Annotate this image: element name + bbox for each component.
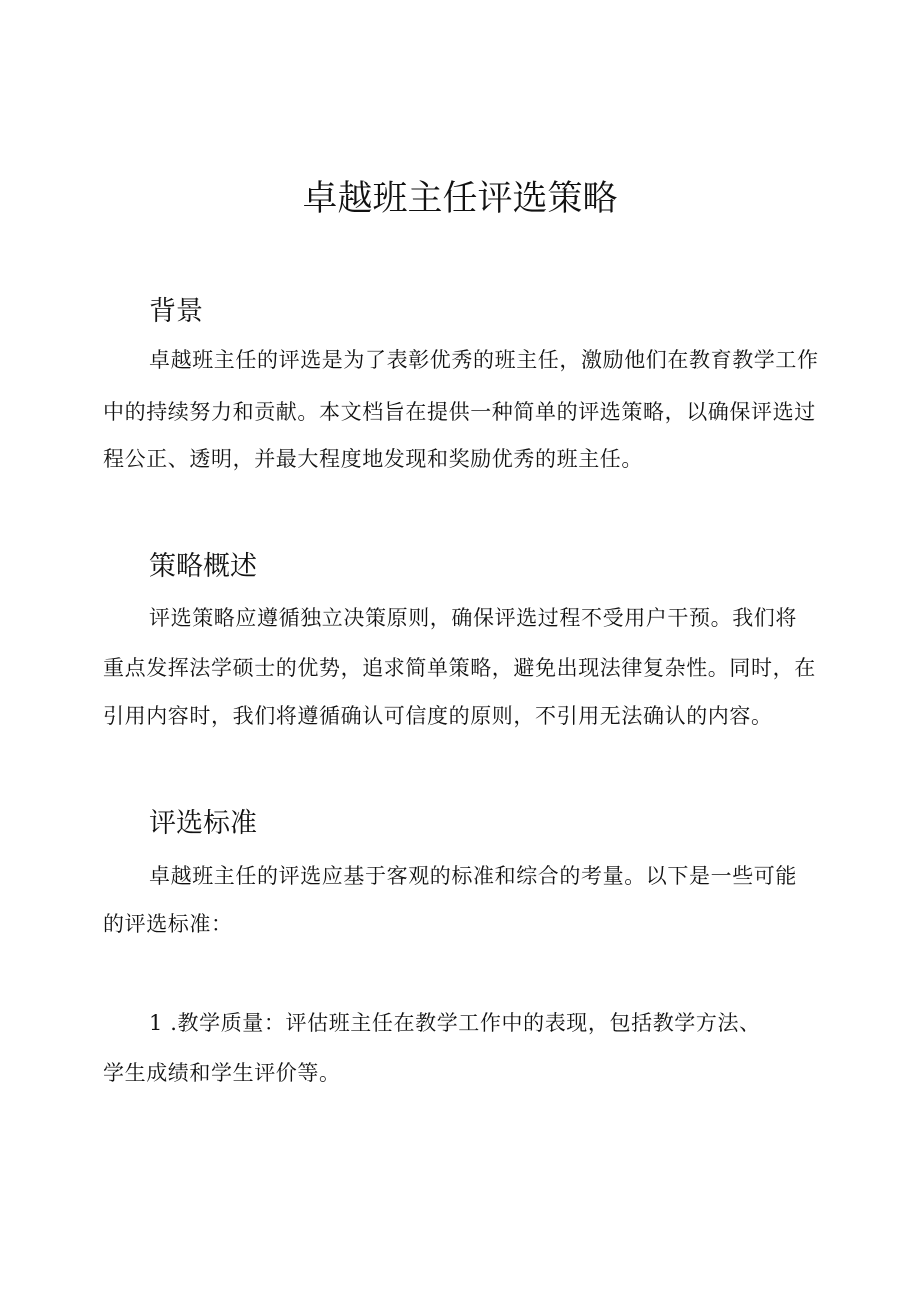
paragraph-line: 评选策略应遵循独立决策原则，确保评选过程不受用户干预。我们将 [149, 606, 797, 630]
paragraph-line: 中的持续努力和贡献。本文档旨在提供一种简单的评选策略，以确保评选过 [103, 400, 816, 424]
section-heading-criteria: 评选标准 [149, 808, 257, 839]
paragraph-line: 引用内容时，我们将遵循确认可信度的原则，不引用无法确认的内容。 [103, 704, 773, 728]
criteria-item-continuation: 学生成绩和学生评价等。 [103, 1061, 341, 1085]
paragraph-line: 重点发挥法学硕士的优势，追求简单策略，避免出现法律复杂性。同时，在 [103, 656, 816, 680]
paragraph-line: 程公正、透明，并最大程度地发现和奖励优秀的班主任。 [103, 447, 643, 471]
paragraph-line: 卓越班主任的评选是为了表彰优秀的班主任，激励他们在教育教学工作 [149, 348, 819, 372]
paragraph-line: 卓越班主任的评选应基于客观的标准和综合的考量。以下是一些可能 [149, 864, 797, 888]
criteria-item-teaching-quality: 1 .教学质量：评估班主任在教学工作中的表现，包括教学方法、 [149, 1011, 761, 1035]
section-heading-background: 背景 [149, 296, 203, 327]
section-heading-strategy-overview: 策略概述 [149, 551, 257, 582]
paragraph-line: 的评选标准： [103, 912, 233, 936]
document-title: 卓越班主任评选策略 [302, 179, 618, 219]
